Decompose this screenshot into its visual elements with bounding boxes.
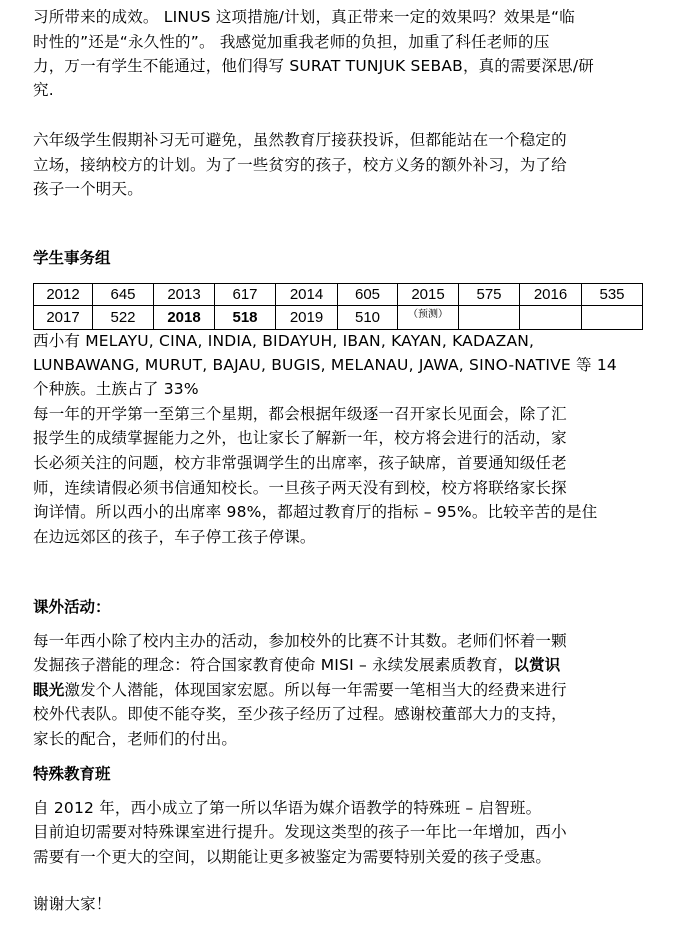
tuition-line-2: 立场，接纳校方的计划。为了一些贫穷的孩子，校方义务的额外补习，为了给 (33, 156, 567, 174)
affairs-line-1: 西小有 MELAYU, CINA, INDIA, BIDAYUH, IBAN, KAYAN, KADAZAN, (33, 332, 535, 350)
forecast-note: （预测） (408, 309, 448, 320)
intro-line-1: 习所带来的成效。 LINUS 这项措施/计划，真正带来一定的效果吗？效果是“临 (33, 8, 575, 26)
table-cell: 575 (459, 284, 520, 306)
table-cell: 605 (338, 284, 398, 306)
intro-line-4: 究. (33, 81, 54, 99)
affairs-line-7: 师，连续请假必须书信通知校长。一旦孩子两天没有到校，校方将联络家长探 (33, 479, 567, 497)
extracurricular-line-3 (33, 680, 567, 700)
table-cell: 535 (582, 284, 643, 306)
affairs-line-8: 询详情。所以西小的出席率 98%，都超过教育厅的指标 – 95%。比较辛苦的是住 (33, 503, 598, 521)
affairs-line-4: 每一年的开学第一至第三个星期，都会根据年级逐一召开家长见面会，除了汇 (33, 405, 567, 423)
student-affairs-heading: 学生事务组 (33, 249, 111, 267)
table-row (34, 306, 643, 330)
table-row (34, 284, 643, 306)
special-education-heading: 特殊教育班 (33, 765, 111, 783)
extracurricular-line-1: 每一年西小除了校内主办的活动，参加校外的比赛不计其数。老师们怀着一颗 (33, 632, 567, 650)
intro-line-2: 时性的”还是“永久性的”。 我感觉加重我老师的负担，加重了科任老师的压 (33, 33, 550, 51)
intro-line-3: 力，万一有学生不能通过，他们得写 SURAT TUNJUK SEBAB，真的需要深思/研 (33, 57, 594, 75)
enrollment-table (33, 283, 643, 330)
affairs-line-3: 个种族。土族占了 33% (33, 380, 199, 398)
table-cell: 645 (93, 284, 154, 306)
table-cell: 2014 (276, 284, 338, 306)
affairs-line-5: 报学生的成绩掌握能力之外，也让家长了解新一年，校方将会进行的活动，家 (33, 429, 567, 447)
special-line-1: 自 2012 年，西小成立了第一所以华语为媒介语教学的特殊班 – 启智班。 (33, 799, 542, 817)
extracurricular-heading: 课外活动： (33, 598, 111, 616)
extracurricular-line-2-text: 发掘孩子潜能的理念：符合国家教育使命 MISI – 永续发展素质教育， (33, 656, 514, 674)
table-cell: 2012 (34, 284, 93, 306)
extracurricular-line-3-text: 激发个人潜能，体现国家宏愿。所以每一年需要一笔相当大的经费来进行 (64, 681, 567, 699)
extracurricular-line-5: 家长的配合，老师们的付出。 (33, 730, 238, 748)
table-cell: 2015 (398, 284, 459, 306)
affairs-line-2: LUNBAWANG, MURUT, BAJAU, BUGIS, MELANAU, JAWA, SINO-NATIVE 等 14 (33, 356, 617, 374)
table-cell: 518 (215, 306, 276, 330)
special-line-2: 目前迫切需要对特殊课室进行提升。发现这类型的孩子一年比一年增加，西小 (33, 823, 567, 841)
emphasis-text: 眼光 (33, 681, 65, 699)
affairs-line-6: 长必须关注的问题，校方非常强调学生的出席率，孩子缺席，首要通知级任老 (33, 454, 567, 472)
table-cell: 2016 (520, 284, 582, 306)
table-cell: 2019 (276, 306, 338, 330)
extracurricular-line-2 (33, 655, 561, 675)
table-cell: 522 (93, 306, 154, 330)
extracurricular-line-4: 校外代表队。即使不能夺奖，至少孩子经历了过程。感谢校董部大力的支持， (33, 705, 567, 723)
table-cell: 2013 (154, 284, 215, 306)
table-cell: 510 (338, 306, 398, 330)
tuition-line-1: 六年级学生假期补习无可避免，虽然教育厅接获投诉，但都能站在一个稳定的 (33, 131, 567, 149)
table-cell: 2018 (154, 306, 215, 330)
table-cell (582, 306, 643, 330)
tuition-line-3: 孩子一个明天。 (33, 180, 143, 198)
table-cell: 2017 (34, 306, 93, 330)
table-cell (459, 306, 520, 330)
table-cell (398, 306, 459, 330)
emphasis-text: 以赏识 (513, 656, 561, 674)
affairs-line-9: 在边远郊区的孩子，车子停工孩子停课。 (33, 528, 316, 546)
closing-text: 谢谢大家！ (33, 895, 112, 913)
special-line-3: 需要有一个更大的空间，以期能让更多被鉴定为需要特别关爱的孩子受惠。 (33, 848, 552, 866)
table-cell (520, 306, 582, 330)
table-cell: 617 (215, 284, 276, 306)
